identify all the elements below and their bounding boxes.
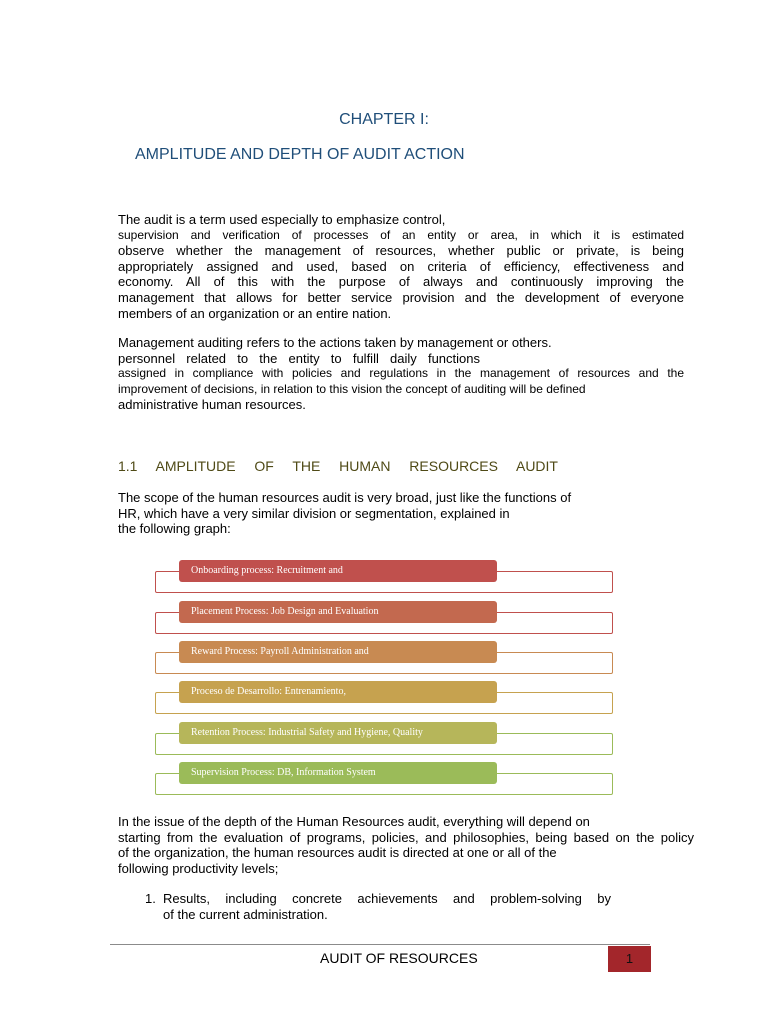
text-line: supervision and verification of processes of an entity or area, in which it is estimated [118,227,684,242]
text-line: of the organization, the human resources audit is directed at one or all of the [118,845,557,861]
text-line: Management auditing refers to the actions taken by management or others. [118,335,552,350]
footer-divider [110,944,650,945]
page-number: 1 [608,946,651,972]
process-bar-supervision: Supervision Process: DB, Information System [179,762,497,784]
process-bar-reward: Reward Process: Payroll Administration and [179,641,497,663]
text-line: appropriately assigned and used, based on criteria of efficiency, effectiveness and [118,258,684,274]
text-line: In the issue of the depth of the Human Resources audit, everything will depend on [118,814,590,829]
text-line: assigned in compliance with policies and regulations in the management of resources and the [118,366,684,381]
text-line: personnel related to the entity to fulfill daily functions [118,350,480,366]
process-bar-retention: Retention Process: Industrial Safety and Hygiene, Quality [179,722,497,744]
text-line: observe whether the management of resources, whether public or private, is being [118,243,684,259]
process-bar-onboarding: Onboarding process: Recruitment and [179,560,497,582]
text-line: management that allows for better service provision and the development of everyone [118,289,684,305]
hr-process-diagram [150,558,620,790]
text-line: The audit is a term used especially to emphasize control, [118,212,446,227]
paragraph-depth [118,814,694,876]
text-line: of the current administration. [163,907,328,922]
text-line: following productivity levels; [118,860,279,876]
text-line: improvement of decisions, in relation to this vision the concept of auditing will be defined [118,381,586,396]
list-item-number: 1. [145,891,156,906]
process-bar-placement: Placement Process: Job Design and Evaluation [179,601,497,623]
list-item [163,891,611,923]
text-line: starting from the evaluation of programs, policies, and philosophies, being based on the policy [118,829,694,845]
section-heading: 1.1 AMPLITUDE OF THE HUMAN RESOURCES AUDIT [118,458,558,474]
text-line: the following graph: [118,521,231,537]
paragraph-intro [118,212,684,321]
text-line: administrative human resources. [118,397,306,413]
chapter-title: AMPLITUDE AND DEPTH OF AUDIT ACTION [135,146,465,163]
text-line: members of an organization or an entire nation. [118,305,392,321]
text-line: Results, including concrete achievements and problem-solving by [163,891,611,906]
paragraph-scope [118,490,684,537]
text-line: economy. All of this with the purpose of always and continuously improving the [118,274,684,290]
paragraph-management [118,335,684,413]
text-line: HR, which have a very similar division or segmentation, explained in [118,505,510,521]
text-line: The scope of the human resources audit is very broad, just like the functions of [118,490,572,505]
chapter-label: CHAPTER I: [339,111,429,128]
process-bar-development: Proceso de Desarrollo: Entrenamiento, [179,681,497,703]
footer-title: AUDIT OF RESOURCES [320,950,478,966]
